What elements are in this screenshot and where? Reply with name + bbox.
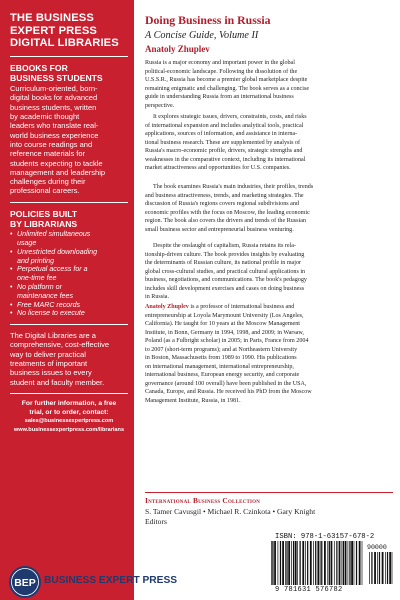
barcode-bar	[382, 552, 384, 584]
book-author: Anatoly Zhuplev	[145, 44, 210, 54]
sidebar-divider	[10, 56, 128, 57]
barcode-bar	[285, 541, 286, 585]
barcode-bar	[371, 552, 372, 584]
barcode-bar	[334, 541, 335, 585]
author-bio: Anatoly Zhuplev is a professor of international business and entrepreneurship at Loyola Marymount University (Los Angeles, California). He taught for 10 years at the Moscow Management Institute, in Bonn, Germany in 1994, 1998, and 2009; in Warsaw, Poland (as a Fulbright scholar) in 2005; in Paris, France from 2004 to 2007 (short-term programs); and at Northeastern University in Boston, Massachusetts from 1989 to 1990. His publications on international management, international entrepreneurship, international business, European energy security, and corporate governance (around 100 overall) have been published in the USA, Canada, Europe, and Russia. He received his PhD from the Moscow Management Institute, Russia, in 1981.	[145, 304, 312, 404]
barcode-bar	[297, 541, 298, 585]
barcode-bar	[359, 541, 361, 585]
barcode-bar	[385, 552, 386, 584]
barcode-bar	[345, 541, 347, 585]
barcode-bar	[389, 552, 391, 584]
contact-prompt: For further information, a free trial, or to order, contact:	[21, 399, 117, 416]
barcode-bar	[295, 541, 297, 585]
barcode-bar	[272, 541, 273, 585]
policy-item: • Unrestricted downloading and printing	[10, 248, 128, 266]
librarians-website-link[interactable]: www.businessexpertpress.com/librarians	[13, 427, 125, 434]
price-code: 90000	[367, 544, 387, 551]
barcode-bar	[293, 541, 294, 585]
digital-libraries-sidebar	[0, 0, 134, 600]
barcode-bar	[286, 541, 287, 585]
policies-list	[10, 230, 128, 318]
barcode-bar	[348, 541, 349, 585]
collection-editors: S. Tamer Cavusgil • Michael R. Czinkota • Gary Knight	[145, 507, 316, 516]
barcode-bar	[339, 541, 341, 585]
policy-item: • Perpetual access for a one-time fee	[10, 265, 128, 283]
barcode-bar	[351, 541, 353, 585]
barcode-bar	[369, 552, 370, 584]
description-paragraph: It explores strategic issues, drivers, constraints, costs, and risks of international expansion and includes analytical tools, practical applications, sources of information, and assistance in interna- tional business research. These are supplemented by analysis of Russia's macro-economic profile, drivers, strategic strengths and weaknesses in the comparative context, including its international market attractiveness and opportunities for U.S. companies.	[145, 114, 307, 171]
barcode-bar	[331, 541, 333, 585]
sales-email-link[interactable]: sales@businessexpertpress.com	[24, 418, 114, 425]
barcode-bar	[324, 541, 326, 585]
barcode-bar	[374, 552, 376, 584]
ebooks-heading: EBOOKS FOR BUSINESS STUDENTS	[10, 62, 103, 83]
description-paragraph: Russia is a major economy and important power in the global political-economic landscape. Following the dissolution of the U.S.S.R., Russia has become a premier global marketplace despite remaining enigmatic and challenging. The book serves as a concise guide in understanding Russia from an international business perspective.	[145, 60, 310, 109]
policy-item: • Free MARC records	[10, 301, 128, 310]
barcode-bar	[307, 541, 308, 585]
ean-barcode-graphic	[271, 541, 367, 587]
barcode-bar	[313, 541, 314, 585]
barcode-bar	[291, 541, 292, 585]
ebooks-description: Curriculum-oriented, born- digital books for advanced business students, written by academic thought leaders who translate real- world business experience into course readings and reference materials for students expecting to tackle management and leadership challenges during their professional careers.	[10, 84, 106, 196]
description-paragraph: The book examines Russia's main industries, their profiles, trends and business attractiveness, trends, and marketing strategies. The discussion of Russia's regions covers regional subdivisions and economic profiles with the focus on Moscow, the leading economic region. The book also covers the drivers and trends of the Russian small business sector and entrepreneurial business venturing.	[145, 184, 314, 233]
addon-barcode-graphic	[369, 552, 395, 584]
isbn-barcode	[271, 533, 399, 597]
sidebar-divider	[10, 393, 128, 394]
barcode-bar	[302, 541, 304, 585]
barcode-bar	[310, 541, 312, 585]
isbn-number: ISBN: 978-1-63157-678-2	[275, 533, 375, 541]
barcode-bar	[354, 541, 355, 585]
policy-item: • Unlimited simultaneous usage	[10, 230, 128, 248]
digital-libraries-summary: The Digital Libraries are a comprehensive, cost-effective way to deliver practical treatments of important business issues to every student and faculty member.	[10, 331, 110, 387]
policies-heading: POLICIES BUILT BY LIBRARIANS	[10, 208, 78, 229]
barcode-bar	[329, 541, 330, 585]
barcode-bar	[327, 541, 328, 585]
barcode-bar	[349, 541, 350, 585]
barcode-bar	[315, 541, 316, 585]
bio-author-name: Anatoly Zhuplev	[145, 304, 189, 310]
barcode-bar	[342, 541, 343, 585]
barcode-bar	[392, 552, 393, 584]
barcode-digits: 9 781631 576782	[275, 586, 343, 594]
barcode-bar	[356, 541, 357, 585]
sidebar-divider	[10, 202, 128, 203]
svg-text:BEP: BEP	[14, 577, 36, 589]
barcode-bar	[300, 541, 301, 585]
barcode-bar	[362, 541, 363, 585]
barcode-bar	[280, 541, 281, 585]
barcode-bar	[343, 541, 344, 585]
policy-item: • No license to execute	[10, 309, 128, 318]
barcode-bar	[317, 541, 319, 585]
barcode-bar	[321, 541, 322, 585]
barcode-bar	[305, 541, 306, 585]
collection-title: International Business Collection	[145, 496, 261, 505]
barcode-bar	[377, 552, 378, 584]
barcode-bar	[320, 541, 321, 585]
barcode-bar	[274, 541, 276, 585]
policy-item: • No platform or maintenance fees	[10, 283, 128, 301]
barcode-bar	[379, 552, 380, 584]
sidebar-title: THE BUSINESS EXPERT PRESS DIGITAL LIBRARIES	[10, 12, 119, 50]
barcode-bar	[278, 541, 279, 585]
publisher-name: BUSINESS EXPERT PRESS	[44, 575, 178, 586]
book-title: Doing Business in Russia	[145, 13, 271, 27]
bep-logo-icon	[8, 565, 42, 599]
collection-divider	[145, 492, 393, 493]
sidebar-divider	[10, 324, 128, 325]
barcode-bar	[288, 541, 290, 585]
barcode-bar	[387, 552, 388, 584]
barcode-bar	[271, 541, 272, 585]
book-subtitle: A Concise Guide, Volume II	[145, 30, 259, 41]
barcode-bar	[282, 541, 284, 585]
collection-editors-label: Editors	[145, 517, 167, 526]
barcode-bar	[336, 541, 337, 585]
description-paragraph: Despite the onslaught of capitalism, Russia retains its rela- tionship-driven culture. The book provides insights by evaluating the determinants of Russian culture, its national profile in major global cross-cultural studies, and practical cultural applications in business, negotiations, and communications. The book's pedagogy includes skill development exercises and cases on doing business in Russia.	[145, 243, 307, 300]
